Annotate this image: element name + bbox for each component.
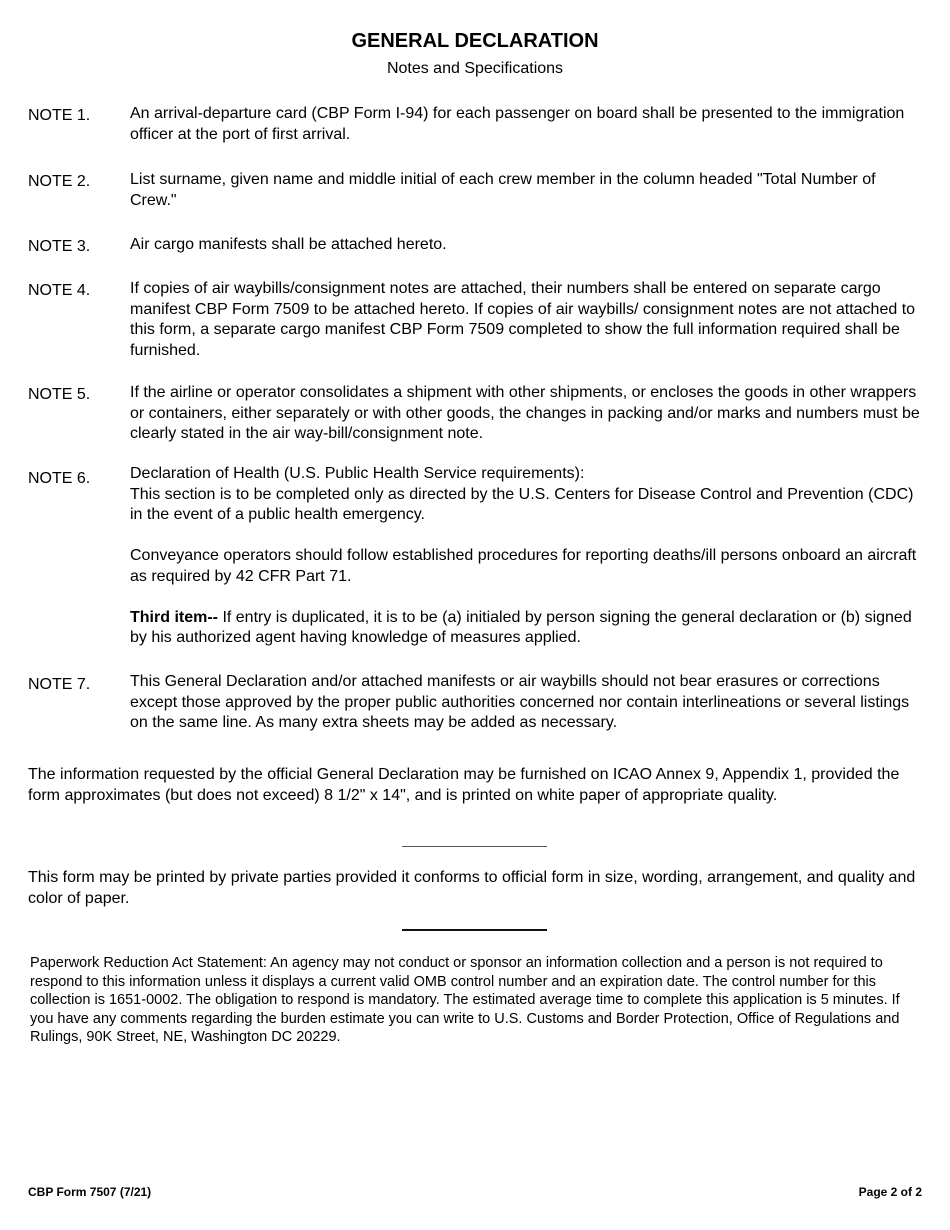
note-third-item: [130, 608, 923, 649]
divider: [402, 846, 547, 847]
form-id: CBP Form 7507 (7/21): [28, 1185, 152, 1199]
note-text: This General Declaration and/or attached manifests or air waybills should not bear erasures or corrections except those approved by the proper public authorities concerned nor contain interlineations or several listings on the same line. As many extra sheets may be added as necessary.: [130, 673, 910, 731]
third-item-label: Third item--: [130, 608, 218, 626]
note-heading: Declaration of Health (U.S. Public Health Service requirements):: [130, 465, 585, 482]
page-title: GENERAL DECLARATION: [351, 30, 599, 52]
note-text: Air cargo manifests shall be attached hereto.: [130, 236, 447, 253]
note-7: [28, 672, 923, 734]
note-label: NOTE 6.: [28, 470, 91, 487]
note-6: [28, 464, 923, 649]
note-text: This section is to be completed only as directed by the U.S. Centers for Disease Control and Prevention (CDC) in the event of a public health emergency.: [130, 485, 914, 523]
note-3: [28, 235, 923, 256]
note-label: NOTE 4.: [28, 282, 91, 299]
note-text: An arrival-departure card (CBP Form I-94) for each passenger on board shall be presented to the immigration officer at the port of first arrival.: [130, 105, 905, 143]
page-subtitle: Notes and Specifications: [386, 60, 564, 77]
note-2: [28, 170, 923, 211]
note-text: If the airline or operator consolidates a shipment with other shipments, or encloses the goods in other wrappers or containers, either separately or with other goods, the changes in packing and/or marks and numbers must be clearly stated in the air way-bill/consignment note.: [130, 384, 920, 442]
note-label: NOTE 3.: [28, 238, 91, 255]
note-label: NOTE 1.: [28, 107, 91, 124]
page-number: Page 2 of 2: [858, 1185, 922, 1199]
note-label: NOTE 5.: [28, 386, 91, 403]
note-text: List surname, given name and middle initial of each crew member in the column headed "Total Number of Crew.": [130, 171, 876, 209]
private-printing-paragraph: This form may be printed by private parties provided it conforms to official form in size, wording, arrangement, and quality and color of paper.: [28, 869, 916, 907]
note-5: [28, 383, 923, 445]
paperwork-reduction-statement: Paperwork Reduction Act Statement: An agency may not conduct or sponsor an information collection and a person is not required to respond to this information unless it displays a current valid OMB control number and an expiration date. The control number for this collection is 1651-0002. The obligation to respond is mandatory. The estimated average time to complete this application is 5 minutes. If you have any comments regarding the burden estimate you can write to U.S. Customs and Border Protection, Office of Regulations and Rulings, 90K Street, NE, Washington DC 20229.: [30, 955, 900, 1046]
note-4: [28, 279, 923, 361]
note-paragraph: Conveyance operators should follow established procedures for reporting deaths/ill persons onboard an aircraft as required by 42 CFR Part 71.: [130, 547, 917, 585]
info-paragraph: The information requested by the official General Declaration may be furnished on ICAO Annex 9, Appendix 1, provided the form approximates (but does not exceed) 8 1/2" x 14", and is printed on white paper of appropriate quality.: [28, 766, 900, 804]
divider: [402, 929, 547, 931]
note-1: [28, 104, 923, 145]
third-item-text: If entry is duplicated, it is to be (a) initialed by person signing the general declaration or (b) signed by his authorized agent having knowledge of measures applied.: [130, 608, 912, 646]
note-label: NOTE 7.: [28, 676, 91, 693]
note-label: NOTE 2.: [28, 173, 91, 190]
note-text: If copies of air waybills/consignment notes are attached, their numbers shall be entered on separate cargo manifest CBP Form 7509 to be attached hereto. If copies of air waybills/ consignment notes are not attached to this form, a separate cargo manifest CBP Form 7509 completed to show the full information required shall be furnished.: [130, 280, 916, 359]
